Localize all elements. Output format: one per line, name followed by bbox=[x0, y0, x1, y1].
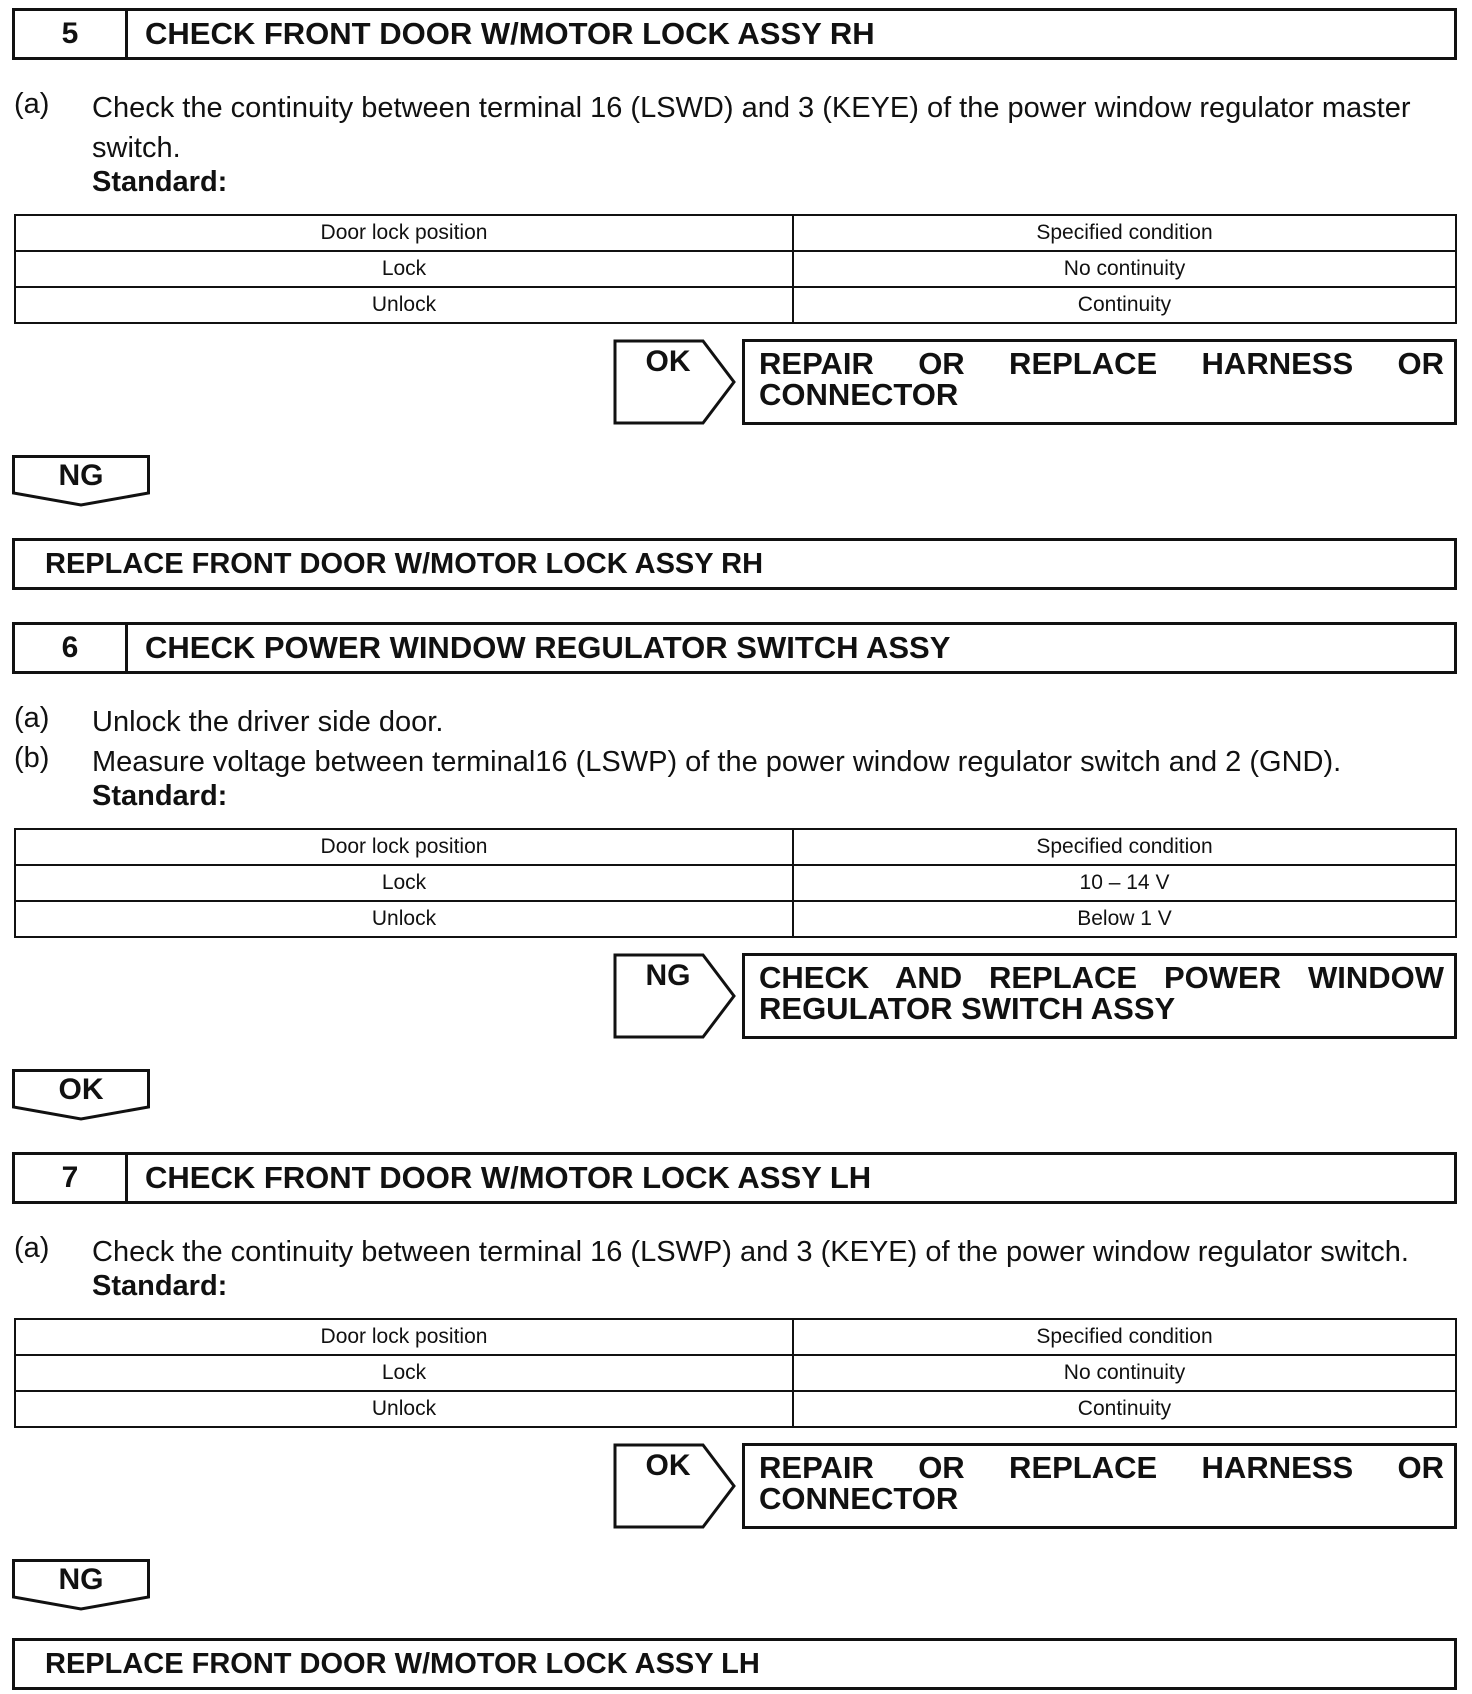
result-box bbox=[12, 1638, 1457, 1690]
branch-arrow bbox=[613, 1443, 738, 1529]
table-cell: Continuity bbox=[793, 287, 1456, 323]
table-row bbox=[15, 251, 1456, 287]
down-label: NG bbox=[58, 1563, 104, 1596]
branch-action-text: REPAIR OR REPLACE HARNESS OR CONNECTOR bbox=[759, 346, 1444, 412]
table-cell: No continuity bbox=[793, 1355, 1456, 1391]
step-number: 7 bbox=[15, 1155, 128, 1201]
branch-label: NG bbox=[645, 959, 691, 992]
standard-label: Standard: bbox=[92, 1270, 228, 1302]
step-title: CHECK FRONT DOOR W/MOTOR LOCK ASSY LH bbox=[145, 1160, 872, 1195]
table-row bbox=[15, 1355, 1456, 1391]
table-cell: Unlock bbox=[15, 901, 793, 937]
table-cell: Unlock bbox=[15, 1391, 793, 1427]
standard-label: Standard: bbox=[92, 780, 228, 812]
branch-action-box bbox=[742, 953, 1457, 1039]
table-header-cell: Specified condition bbox=[793, 215, 1456, 251]
table-header-cell: Door lock position bbox=[15, 215, 793, 251]
item-mark: (b) bbox=[14, 742, 50, 774]
table-header-cell: Door lock position bbox=[15, 829, 793, 865]
table-header-cell: Specified condition bbox=[793, 829, 1456, 865]
down-label: OK bbox=[58, 1073, 104, 1106]
item-mark: (a) bbox=[14, 702, 50, 734]
branch-action-text: CHECK AND REPLACE POWER WINDOW REGULATOR SWITCH ASSY bbox=[759, 960, 1444, 1026]
table-cell: Lock bbox=[15, 1355, 793, 1391]
result-text: REPLACE FRONT DOOR W/MOTOR LOCK ASSY LH bbox=[45, 1647, 760, 1680]
item-text: Check the continuity between terminal 16 (LSWP) and 3 (KEYE) of the power window regulator switch. bbox=[92, 1236, 1409, 1268]
table-cell: 10 – 14 V bbox=[793, 865, 1456, 901]
result-text: REPLACE FRONT DOOR W/MOTOR LOCK ASSY RH bbox=[45, 547, 764, 580]
item-text: Unlock the driver side door. bbox=[92, 706, 444, 738]
step-6-header bbox=[12, 622, 1457, 674]
step-number: 5 bbox=[15, 11, 128, 57]
table-header-cell: Specified condition bbox=[793, 1319, 1456, 1355]
branch-label: OK bbox=[645, 1449, 691, 1482]
down-arrow-label bbox=[12, 1559, 150, 1611]
table-cell: Below 1 V bbox=[793, 901, 1456, 937]
table-cell: Lock bbox=[15, 251, 793, 287]
table-cell: Unlock bbox=[15, 287, 793, 323]
branch-action-box bbox=[742, 339, 1457, 425]
standard-label: Standard: bbox=[92, 166, 228, 198]
down-arrow-label bbox=[12, 1069, 150, 1121]
table-row bbox=[15, 1391, 1456, 1427]
branch-arrow bbox=[613, 339, 738, 425]
table-row bbox=[15, 287, 1456, 323]
table-header-row bbox=[15, 829, 1456, 865]
step-7-header bbox=[12, 1152, 1457, 1204]
table-cell: No continuity bbox=[793, 251, 1456, 287]
table-cell: Lock bbox=[15, 865, 793, 901]
step-title: CHECK FRONT DOOR W/MOTOR LOCK ASSY RH bbox=[145, 16, 875, 51]
step-number: 6 bbox=[15, 625, 128, 671]
spec-table bbox=[14, 828, 1457, 938]
item-mark: (a) bbox=[14, 1232, 50, 1264]
branch-action-box bbox=[742, 1443, 1457, 1529]
item-text: Measure voltage between terminal16 (LSWP) of the power window regulator switch and 2 (GND). bbox=[92, 746, 1342, 778]
branch-arrow bbox=[613, 953, 738, 1039]
result-box bbox=[12, 538, 1457, 590]
table-row bbox=[15, 901, 1456, 937]
table-header-row bbox=[15, 1319, 1456, 1355]
table-header-row bbox=[15, 215, 1456, 251]
spec-table bbox=[14, 1318, 1457, 1428]
table-header-cell: Door lock position bbox=[15, 1319, 793, 1355]
table-cell: Continuity bbox=[793, 1391, 1456, 1427]
item-text: Check the continuity between terminal 16 (LSWD) and 3 (KEYE) of the power window regulator master switch. bbox=[92, 92, 1411, 164]
step-5-header bbox=[12, 8, 1457, 60]
step-title: CHECK POWER WINDOW REGULATOR SWITCH ASSY bbox=[145, 630, 951, 665]
spec-table bbox=[14, 214, 1457, 324]
down-label: NG bbox=[58, 459, 104, 492]
branch-label: OK bbox=[645, 345, 691, 378]
item-mark: (a) bbox=[14, 88, 50, 120]
branch-action-text: REPAIR OR REPLACE HARNESS OR CONNECTOR bbox=[759, 1450, 1444, 1516]
down-arrow-label bbox=[12, 455, 150, 507]
table-row bbox=[15, 865, 1456, 901]
